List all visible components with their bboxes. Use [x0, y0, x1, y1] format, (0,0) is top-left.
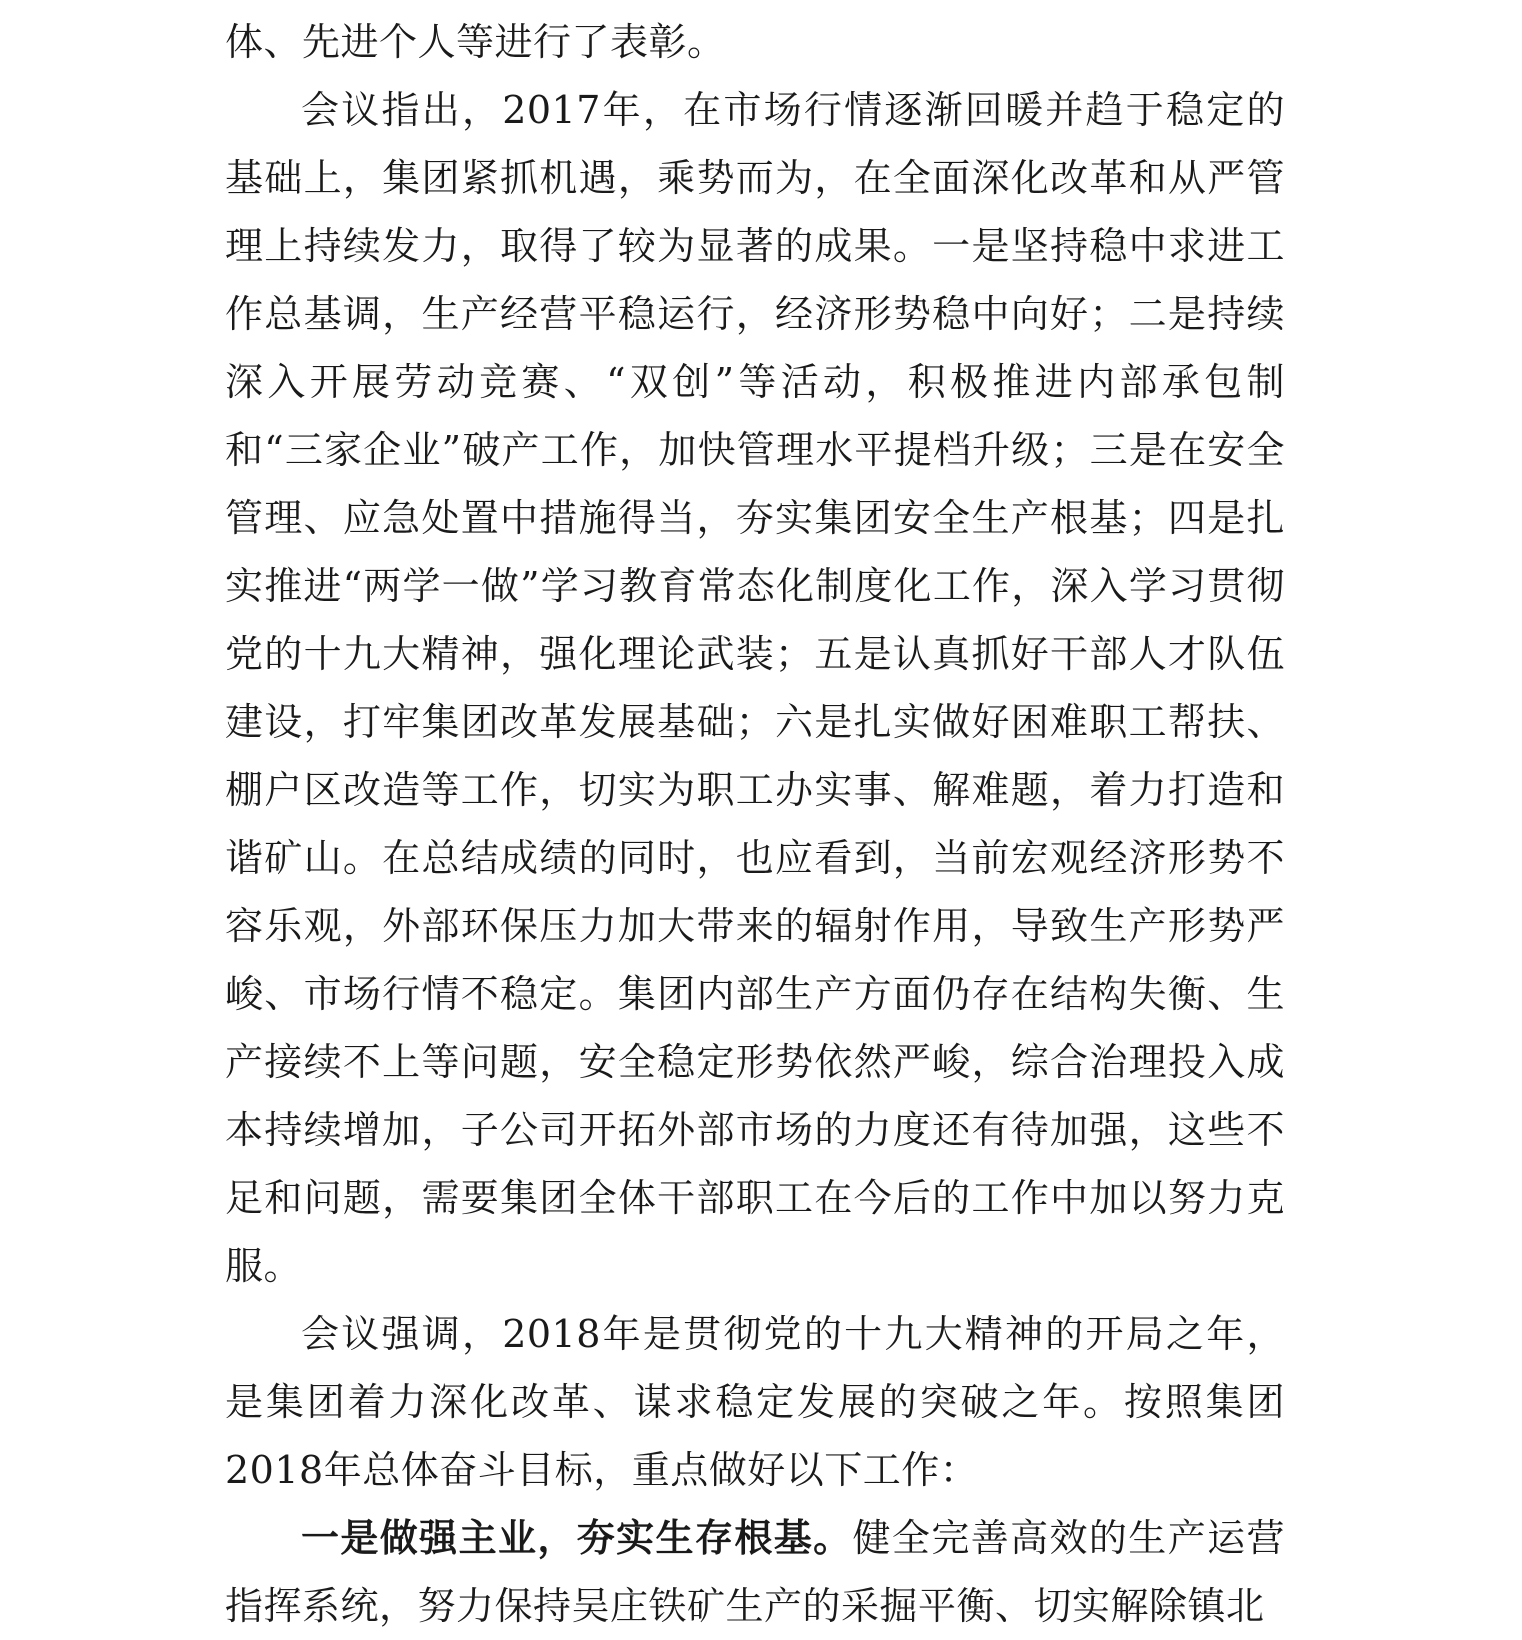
- paragraph-1-text: 体、先进个人等进行了表彰。: [225, 20, 726, 64]
- paragraph-4-lead: 一是做强主业，夯实生存根基。: [301, 1515, 853, 1560]
- paragraph-2-text: 会议指出，2017年，在市场行情逐渐回暖并趋于稳定的基础上，集团紧抓机遇，乘势而为，在全面深化改革和从严管理上持续发力，取得了较为显著的成果。一是坚持稳中求进工作总基调，生产经营平稳运行，经济形势稳中向好；二是持续深入开展劳动竞赛、“双创”等活动，积极推进内部承包制和“三家企业”破产工作，加快管理水平提档升级；三是在安全管理、应急处置中措施得当，夯实集团安全生产根基；四是扎实推进“两学一做”学习教育常态化制度化工作，深入学习贯彻党的十九大精神，强化理论武装；五是认真抓好干部人才队伍建设，打牢集团改革发展基础；六是扎实做好困难职工帮扶、棚户区改造等工作，切实为职工办实事、解难题，着力打造和谐矿山。在总结成绩的同时，也应看到，当前宏观经济形势不容乐观，外部环保压力加大带来的辐射作用，导致生产形势严峻、市场行情不稳定。集团内部生产方面仍存在结构失衡、生产接续不上等问题，安全稳定形势依然严峻，综合治理投入成本持续增加，子公司开拓外部市场的力度还有待加强，这些不足和问题，需要集团全体干部职工在今后的工作中加以努力克服。: [225, 88, 1285, 1288]
- paragraph-3-text: 会议强调，2018年是贯彻党的十九大精神的开局之年，是集团着力深化改革、谋求稳定发展的突破之年。按照集团2018年总体奋斗目标，重点做好以下工作：: [225, 1312, 1285, 1492]
- paragraph-4-text: 健全完善高效的生产运营指挥系统，努力保持吴庄铁矿生产的采掘平衡、切实解除镇北: [225, 1516, 1285, 1628]
- paragraph-1: [225, 8, 1285, 76]
- paragraph-4: [225, 1504, 1285, 1640]
- paragraph-3: [225, 1300, 1285, 1504]
- document-page: [225, 8, 1285, 1640]
- paragraph-2: [225, 76, 1285, 1300]
